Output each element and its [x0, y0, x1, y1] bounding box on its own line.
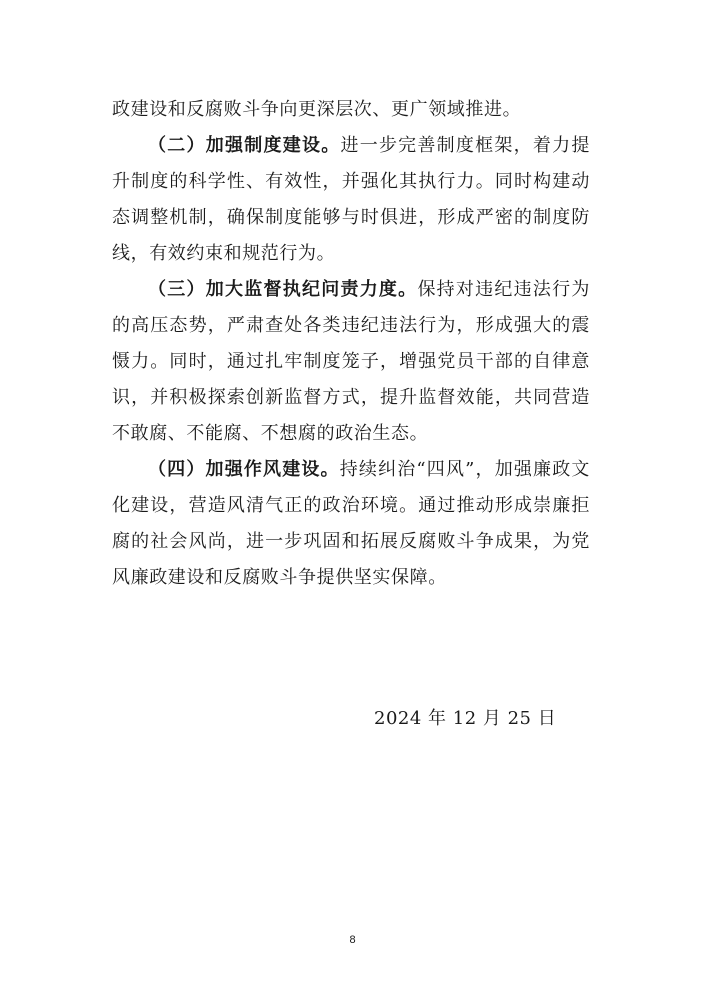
paragraph-supervision	[112, 272, 590, 452]
paragraph-work-style	[112, 452, 590, 596]
paragraph-heading: （四）加强作风建设。	[148, 459, 340, 480]
document-body	[112, 92, 590, 596]
page-number: 8	[349, 934, 356, 946]
paragraph-institution-building	[112, 128, 590, 272]
document-date: 2024 年 12 月 25 日	[374, 708, 557, 729]
paragraph-continuation	[112, 92, 590, 128]
paragraph-text: 保持对违纪违法行为的高压态势，严肃查处各类违纪违法行为，形成强大的震慑力。同时，通过扎牢制度笼子，增强党员干部的自律意识，并积极探索创新监督方式，提升监督效能，共同营造不敢腐、不能腐、不想腐的政治生态。	[112, 279, 590, 444]
paragraph-text: 政建设和反腐败斗争向更深层次、更广领域推进。	[112, 99, 522, 120]
paragraph-text: 持续纠治“四风”，加强廉政文化建设，营造风清气正的政治环境。通过推动形成崇廉拒腐的社会风尚，进一步巩固和拓展反腐败斗争成果，为党风廉政建设和反腐败斗争提供坚实保障。	[112, 459, 590, 588]
paragraph-heading: （二）加强制度建设。	[148, 135, 341, 156]
paragraph-text: 进一步完善制度框架，着力提升制度的科学性、有效性，并强化其执行力。同时构建动态调整机制，确保制度能够与时俱进，形成严密的制度防线，有效约束和规范行为。	[112, 135, 590, 264]
paragraph-heading: （三）加大监督执纪问责力度。	[148, 279, 418, 300]
